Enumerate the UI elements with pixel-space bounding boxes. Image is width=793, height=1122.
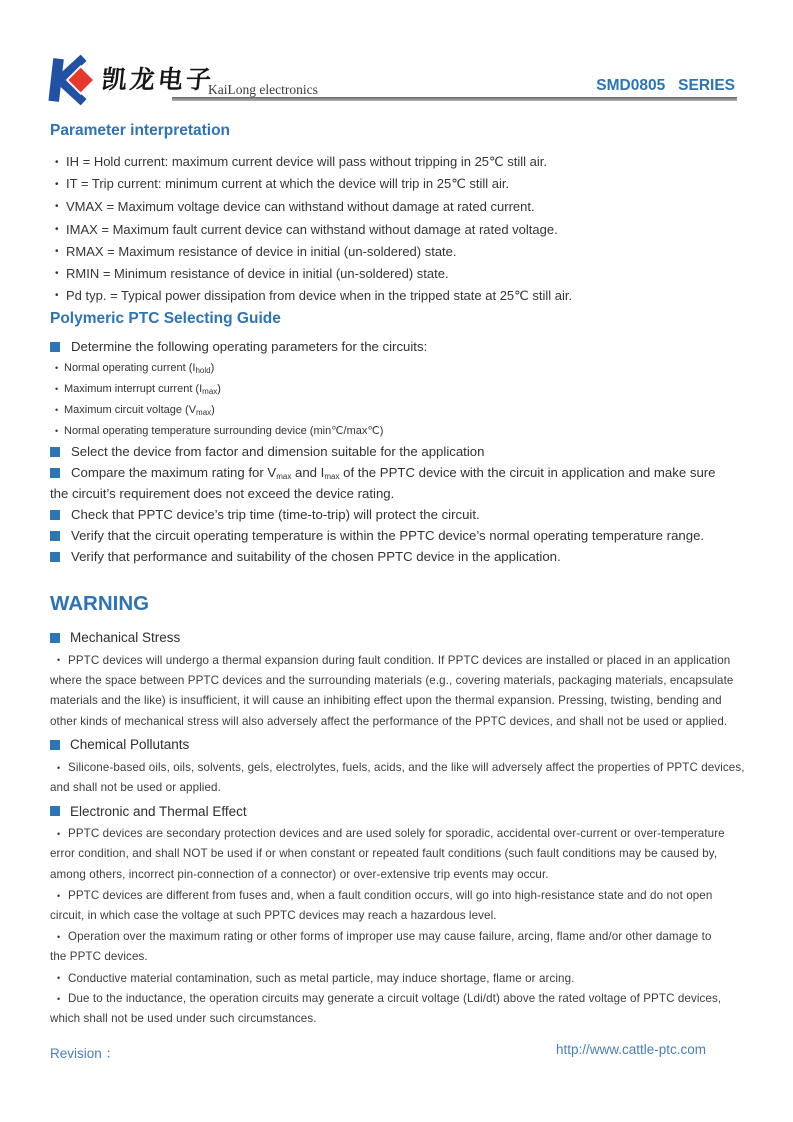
parameter-item-text: IT = Trip current: minimum current at which the device will trip in 25℃ still air.	[66, 176, 510, 192]
parameter-item	[50, 240, 743, 262]
bullet-icon: •	[57, 762, 61, 773]
warning-line	[50, 757, 743, 778]
warning-line-text: PPTC devices are different from fuses and, when a fault condition occurs, will go into high-resistance state and do not open	[68, 889, 713, 903]
warning-section	[50, 591, 743, 1030]
logo-latin-text: KaiLong electronics	[208, 82, 318, 97]
selecting-guide-section	[50, 309, 743, 567]
operating-parameter-text: Maximum interrupt current $(I_{max})$	[64, 382, 221, 396]
warning-line: which shall not be used under such circumstances.	[50, 1011, 317, 1025]
warning-subheading-chemical-pollutants	[50, 732, 743, 757]
warning-subheading-electronic-thermal	[50, 799, 743, 824]
bullet-icon: •	[57, 931, 61, 942]
bullet-icon: •	[55, 201, 59, 213]
operating-parameter-text: Normal operating current $(I_{hold})$	[64, 361, 215, 375]
parameter-item-text: RMIN = Minimum resistance of device in initial (un-soldered) state.	[66, 266, 449, 282]
page-footer	[50, 1042, 737, 1062]
guide-step-text: Compare the maximum rating for $V_{max}$ and $I_{max}$ of the PPTC device with the circuit in application and make sure	[71, 465, 716, 482]
parameter-item	[50, 285, 743, 307]
selecting-guide-intro	[50, 336, 743, 357]
square-bullet-icon	[50, 468, 60, 478]
warning-subheading-text: Electronic and Thermal Effect	[70, 803, 247, 819]
guide-step	[50, 462, 743, 483]
bullet-icon: •	[55, 290, 59, 302]
warning-line-text: PPTC devices are secondary protection devices and are used solely for sporadic, accidental over-current or over-temperature	[68, 827, 725, 841]
bullet-icon: •	[55, 178, 59, 190]
section-title-parameter-interpretation: Parameter interpretation	[50, 122, 231, 139]
warning-line-text: Silicone-based oils, oils, solvents, gels, electrolytes, fuels, acids, and the like will adversely affect the properties of PPTC devices,	[68, 761, 745, 775]
page-body	[50, 121, 743, 1030]
bullet-icon: •	[55, 245, 59, 257]
warning-line: and shall not be used or applied.	[50, 781, 221, 795]
guide-step	[50, 546, 743, 567]
warning-line	[50, 650, 743, 671]
site-url-link[interactable]: http://www.cattle-ptc.com	[555, 1042, 706, 1057]
intro-text: Determine the following operating parameters for the circuits:	[71, 339, 428, 355]
guide-step-text: Select the device from factor and dimension suitable for the application	[71, 444, 485, 460]
warning-subheading-text: Mechanical Stress	[70, 630, 181, 646]
square-bullet-icon	[50, 510, 60, 520]
guide-step-text: Check that PPTC device’s trip time (time-to-trip) will protect the circuit.	[71, 507, 480, 523]
square-bullet-icon	[50, 633, 60, 643]
parameter-item	[50, 262, 743, 284]
bullet-icon: •	[57, 655, 61, 666]
revision-label: Revision ：	[50, 1046, 120, 1061]
bullet-icon: •	[55, 383, 59, 394]
operating-parameter	[50, 420, 743, 441]
bullet-icon: •	[55, 362, 59, 373]
operating-parameter	[50, 378, 743, 399]
warning-line	[50, 885, 743, 906]
guide-step	[50, 441, 743, 462]
warning-line-text: Operation over the maximum rating or other forms of improper use may cause failure, arcing, flame and/or other damage to	[68, 930, 712, 944]
square-bullet-icon	[50, 531, 60, 541]
bullet-icon: •	[57, 973, 61, 984]
warning-line	[50, 824, 743, 845]
warning-line: the PPTC devices.	[50, 950, 148, 964]
parameter-item-text: IH = Hold current: maximum current device will pass without tripping in 25℃ still air.	[66, 154, 547, 170]
parameter-item-text: RMAX = Maximum resistance of device in initial (un-soldered) state.	[66, 243, 457, 259]
warning-line	[50, 927, 743, 948]
parameter-item	[50, 173, 743, 195]
parameter-item-text: VMAX = Maximum voltage device can withstand without damage at rated current.	[66, 199, 535, 215]
bullet-icon: •	[57, 993, 61, 1004]
square-bullet-icon	[50, 552, 60, 562]
bullet-icon: •	[55, 156, 59, 168]
series-label: SMD0805 SERIES	[596, 77, 735, 94]
section-title-selecting-guide: Polymeric PTC Selecting Guide	[50, 310, 281, 328]
warning-subheading-text: Chemical Pollutants	[70, 737, 190, 753]
square-bullet-icon	[50, 806, 60, 816]
warning-line: among others, incorrect pin-connection of a connector) or over-extensive trip events may occur.	[50, 867, 549, 881]
warning-line: circuit, in which case the voltage at such PPTC devices may reach a hazardous level.	[50, 909, 497, 923]
guide-step-text: Verify that the circuit operating temperature is within the PPTC device’s normal operating temperature range.	[71, 528, 705, 544]
bullet-icon: •	[55, 223, 59, 235]
warning-line: materials and the like) is insufficient, it will cause an inhibiting effect upon the thermal expansion. Pressing, twisting, bending and	[50, 694, 722, 708]
square-bullet-icon	[50, 740, 60, 750]
guide-step-text: Verify that performance and suitability of the chosen PPTC device in the application.	[71, 549, 561, 565]
warning-title: WARNING	[50, 592, 150, 616]
parameter-item-text: Pd typ. = Typical power dissipation from device when in the tripped state at 25℃ still air.	[66, 287, 573, 303]
warning-content	[50, 625, 743, 1030]
logo-chinese-text: 凯龙电子	[100, 66, 216, 94]
square-bullet-icon	[50, 342, 60, 352]
bullet-icon: •	[57, 828, 61, 839]
square-bullet-icon	[50, 447, 60, 457]
warning-line: error condition, and shall NOT be used if or when constant or repeated fault conditions (such fault conditions may be caused by,	[50, 847, 718, 861]
parameter-interpretation-section	[50, 121, 743, 307]
parameter-item-text: IMAX = Maximum fault current device can withstand without damage at rated voltage.	[66, 221, 558, 237]
guide-step	[50, 525, 743, 546]
warning-line-text: PPTC devices will undergo a thermal expansion during fault condition. If PPTC devices are installed or placed in an application	[68, 653, 731, 667]
bullet-icon: •	[55, 268, 59, 280]
guide-step	[50, 504, 743, 525]
warning-line: where the space between PPTC devices and the surrounding materials (e.g., covering materials, packaging materials, encapsulate	[50, 673, 734, 687]
parameter-list	[50, 151, 743, 307]
page-header	[46, 46, 737, 110]
warning-subheading-mechanical-stress	[50, 625, 743, 650]
parameter-item	[50, 151, 743, 173]
operating-parameter	[50, 357, 743, 378]
bullet-icon: •	[55, 425, 59, 436]
guide-step-continuation: the circuit’s requirement does not exceed the device rating.	[50, 486, 395, 502]
operating-parameter-text: Normal operating temperature surrounding device (min℃/max℃)	[64, 425, 384, 438]
parameter-item	[50, 218, 743, 240]
warning-line	[50, 968, 743, 989]
header-divider	[172, 97, 737, 101]
bullet-icon: •	[55, 404, 59, 415]
warning-line: other kinds of mechanical stress will also adversely affect the performance of the PPTC devices, and shall not be used or applied.	[50, 714, 728, 728]
kailong-logo-icon	[46, 54, 100, 106]
warning-line-text: Conductive material contamination, such as metal particle, may induce shortage, flame or arcing.	[68, 971, 575, 985]
operating-parameter	[50, 399, 743, 420]
warning-line	[50, 988, 743, 1009]
warning-line-text: Due to the inductance, the operation circuits may generate a circuit voltage (Ldi/dt) above the rated voltage of PPTC devices,	[68, 992, 722, 1006]
bullet-icon: •	[57, 890, 61, 901]
operating-parameter-text: Maximum circuit voltage $(V_{max})$	[64, 403, 215, 417]
parameter-item	[50, 196, 743, 218]
